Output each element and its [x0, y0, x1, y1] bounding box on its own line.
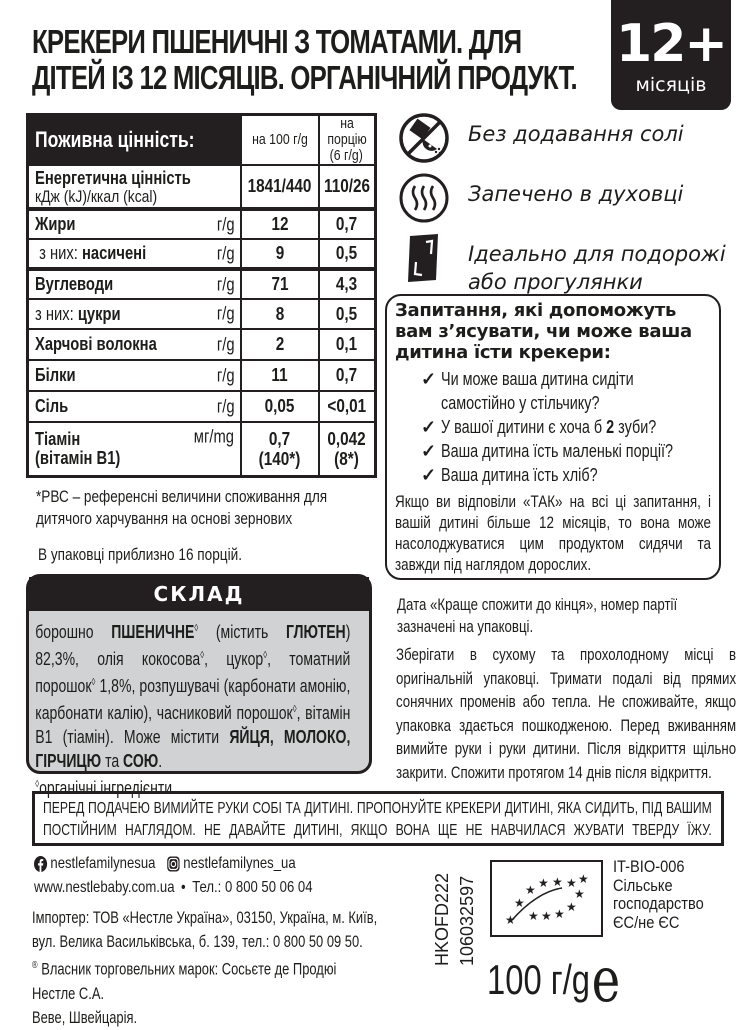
readiness-questions-box: [385, 294, 721, 580]
questions-title: Запитання, які допоможуть вам з’ясувати, чи може ваша дитина їсти крекери:: [395, 300, 692, 363]
claim-no-salt: [396, 112, 746, 164]
estimated-sign-icon: e: [591, 943, 621, 1016]
net-weight: 100 г/g e: [487, 943, 621, 1016]
rvs-footnote: *РВС – референсні величини споживання для дитячого харчування на основі зернових: [36, 487, 328, 528]
energy-per-portion: 110/26: [319, 165, 376, 209]
nutrition-row-sugars: з них: цукри г/g 8 0,5: [28, 299, 376, 329]
facebook-link[interactable]: nestlefamilynesua: [34, 852, 155, 876]
facebook-icon: [34, 856, 47, 872]
instagram-link[interactable]: nestlefamilynes_ua: [167, 852, 296, 876]
batch-code-2: 106032597: [457, 875, 477, 966]
per100-header: на 100 г/g: [241, 115, 318, 166]
svg-text:★: ★: [578, 872, 589, 886]
instagram-icon: [167, 856, 180, 872]
registered-mark: ®: [32, 960, 38, 971]
energy-unit: кДж (kJ)/ккал (kcal): [35, 186, 158, 206]
svg-text:★: ★: [528, 909, 539, 923]
question-item: ✓ Ваша дитина їсть маленькі порції?: [421, 441, 674, 461]
question-item: ✓ У вашої дитини є хоча б 2 зуби?: [421, 417, 657, 437]
energy-label: Енергетична цінність: [35, 167, 191, 188]
servings-note: В упаковці приблизно 16 порцій.: [38, 545, 242, 564]
svg-text:★: ★: [552, 875, 563, 889]
age-badge: [611, 0, 731, 110]
claim-travel-text: Ідеально для подорожі або прогулянки: [468, 242, 726, 294]
composition-text: борошно ПШЕНИЧНЕ◊ (містить ГЛЮТЕН) 82,3%, олія кокосова◊, цукор◊, томатний порошок◊ 1,8%, розпушувачі (карбонати амонію, карбонати калію), часниковий порошок◊, вітамін В1 (тіамін). Може містити ЯЙЦЯ, МОЛОКО, ГІРЧИЦЮ та СОЮ. ◊органічні інгредієнти: [35, 622, 351, 798]
best-before-note: Дата «Краще спожити до кінця», номер партії зазначені на упаковці.: [397, 595, 678, 636]
oven-steam-icon: [396, 172, 452, 224]
claim-oven-baked-text: Запечено в духовці: [468, 182, 684, 206]
nutrition-row-protein: Білки г/g 11 0,7: [28, 360, 376, 391]
no-salt-icon: [396, 112, 452, 164]
nutrition-row-thiamin: Тіамін (вітамін В1) мг/mg 0,7 (140*) 0,042 (8*): [28, 422, 376, 476]
nutrition-row-saturates: з них: насичені г/g 9 0,5: [28, 239, 376, 269]
travel-pouch-icon: [396, 232, 452, 284]
svg-text:★: ★: [566, 900, 577, 914]
questions-answer: Якщо ви відповіли «ТАК» на всі ці запитання, і вашій дитині більше 12 місяців, то вона може насолоджуватися цим продуктом сидячи та завжди під наглядом дорослих.: [395, 492, 711, 574]
safety-warning: [32, 791, 724, 846]
product-title: [32, 23, 577, 96]
storage-instructions: Зберігати в сухому та прохолодному місці в оригінальній упаковці. Тримати подалі від прямих сонячних променів або тепла. Не споживайте, якщо упаковка здається пошкодженою. Перед вживанням вимийте руки і руки дитини. Після відкриття щільно закрити. Спожити протягом 14 днів після відкриття.: [396, 645, 737, 782]
check-icon: ✓: [421, 465, 437, 485]
nutrition-row-carbs: Вуглеводи г/g 71 4,3: [28, 269, 376, 299]
warning-line-1: ПЕРЕД ПОДАЧЕЮ ВИМИЙТЕ РУКИ СОБІ ТА ДИТИНІ. ПРОПОНУЙТЕ КРЕКЕРИ ДИТИНІ, ЯКА СИДИТЬ, ПІД ВАШИМ: [43, 800, 712, 817]
claim-oven-baked: [396, 172, 746, 224]
nutrition-title: Поживна цінність:: [28, 115, 242, 166]
eu-organic-leaf-icon: [492, 862, 601, 935]
check-icon: ✓: [421, 417, 437, 437]
batch-code-1: HKOFD222: [432, 872, 452, 966]
title-line-1: КРЕКЕРИ ПШЕНИЧНІ З ТОМАТАМИ. ДЛЯ: [32, 23, 522, 60]
importer-info: Імпортер: ТОВ «Нестле Україна», 03150, Україна, м. Київ, вул. Велика Васильківська, б. 139, тел.: 0 800 50 09 50. ® Власник торговельних марок: Сосьєте де Продюі Нестле С.А. Веве, Швейцарія.: [32, 908, 378, 1027]
organic-cert-info: IT-BIO-006 Сільське господарство ЄС/не ЄС: [613, 857, 704, 932]
svg-text:★: ★: [574, 887, 585, 901]
question-item: ✓ Ваша дитина їсть хліб?: [421, 465, 598, 485]
svg-text:★: ★: [514, 896, 525, 910]
nutrition-row-salt: Сіль г/g 0,05 <0,01: [28, 391, 376, 422]
energy-per100: 1841/440: [241, 165, 318, 209]
separator-dot: •: [181, 879, 186, 896]
svg-text:★: ★: [538, 876, 549, 890]
title-line-2: ДІТЕЙ ІЗ 12 МІСЯЦІВ. ОРГАНІЧНИЙ ПРОДУКТ.: [32, 59, 577, 96]
nutrition-row-fibre: Харчові волокна г/g 2 0,1: [28, 329, 376, 360]
age-badge-number: 12+: [616, 14, 726, 74]
check-icon: ✓: [421, 441, 437, 461]
claim-travel: [396, 232, 746, 296]
composition-title: СКЛАД: [29, 577, 369, 611]
phone-number: Тел.: 0 800 50 06 04: [192, 879, 313, 896]
per-portion-header: на порцію (6 г/g): [319, 115, 376, 166]
svg-text:★: ★: [566, 876, 577, 890]
eu-organic-logo: [490, 860, 603, 937]
nutrition-table: [26, 113, 377, 478]
warning-line-2: ПОСТІЙНИМ НАГЛЯДОМ. НЕ ДАВАЙТЕ ДИТИНІ, ЯКЩО ВОНА ЩЕ НЕ НАВЧИЛАСЯ ЖУВАТИ ТВЕРДУ ЇЖУ.: [43, 822, 712, 839]
svg-text:★: ★: [505, 913, 516, 927]
contacts: [34, 852, 374, 900]
claim-no-salt-text: Без додавання солі: [468, 122, 684, 146]
svg-text:★: ★: [554, 907, 565, 921]
check-icon: ✓: [421, 369, 437, 389]
svg-text:★: ★: [525, 883, 536, 897]
question-item: ✓ Чи може ваша дитина сидіти самостійно у стільчику?: [421, 369, 634, 413]
age-badge-unit: місяців: [635, 74, 707, 96]
composition-box: [26, 574, 372, 798]
questions-list: [421, 367, 711, 487]
svg-text:★: ★: [541, 909, 552, 923]
website-link[interactable]: www.nestlebaby.com.ua: [34, 879, 175, 896]
nutrition-row-fat: Жири г/g 12 0,7: [28, 209, 376, 239]
nutrition-header-row: [28, 115, 376, 166]
product-claims: [396, 112, 746, 304]
organic-note: органічні інгредієнти: [39, 778, 173, 798]
nutrition-row-energy: [28, 165, 376, 209]
